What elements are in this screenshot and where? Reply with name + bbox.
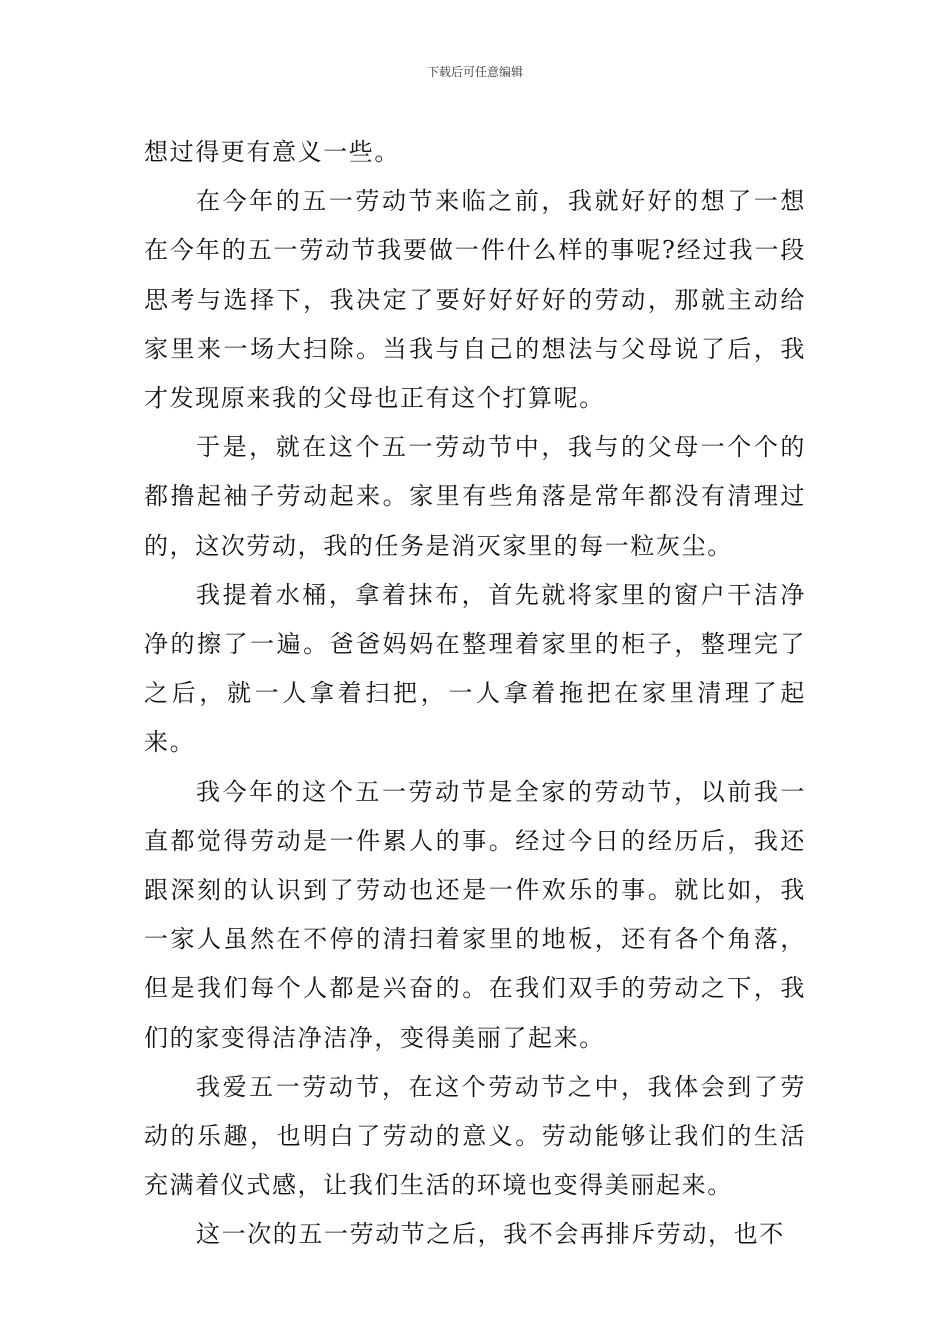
paragraph: 于是，就在这个五一劳动节中，我与的父母一个个的都撸起袖子劳动起来。家里有些角落是常年都没有清理过的，这次劳动，我的任务是消灭家里的每一粒灰尘。: [144, 433, 806, 560]
paragraph-continuation: 想过得更有意义一些。: [144, 138, 400, 166]
paragraph: 我今年的这个五一劳动节是全家的劳动节，以前我一直都觉得劳动是一件累人的事。经过今日的经历后，我还跟深刻的认识到了劳动也还是一件欢乐的事。就比如，我一家人虽然在不停的清扫着家里的地板，还有各个角落，但是我们每个人都是兴奋的。在我们双手的劳动之下，我们的家变得洁净洁净，变得美丽了起来。: [144, 777, 806, 1052]
paragraph: 我提着水桶，拿着抹布，首先就将家里的窗户干洁净净的擦了一遍。爸爸妈妈在整理着家里的柜子，整理完了之后，就一人拿着扫把，一人拿着拖把在家里清理了起来。: [144, 580, 806, 757]
paragraph: 这一次的五一劳动节之后，我不会再排斥劳动，也不: [196, 1220, 785, 1249]
page-header: 下载后可任意编辑: [426, 65, 523, 79]
paragraph: 我爱五一劳动节，在这个劳动节之中，我体会到了劳动的乐趣，也明白了劳动的意义。劳动能够让我们的生活充满着仪式感，让我们生活的环境也变得美丽起来。: [144, 1072, 806, 1200]
document-body: [144, 128, 806, 1260]
paragraph: 在今年的五一劳动节来临之前，我就好好的想了一想在今年的五一劳动节我要做一件什么样的事呢?经过我一段思考与选择下，我决定了要好好好好的劳动，那就主动给家里来一场大扫除。当我与自己的想法与父母说了后，我才发现原来我的父母也正有这个打算呢。: [144, 187, 806, 413]
